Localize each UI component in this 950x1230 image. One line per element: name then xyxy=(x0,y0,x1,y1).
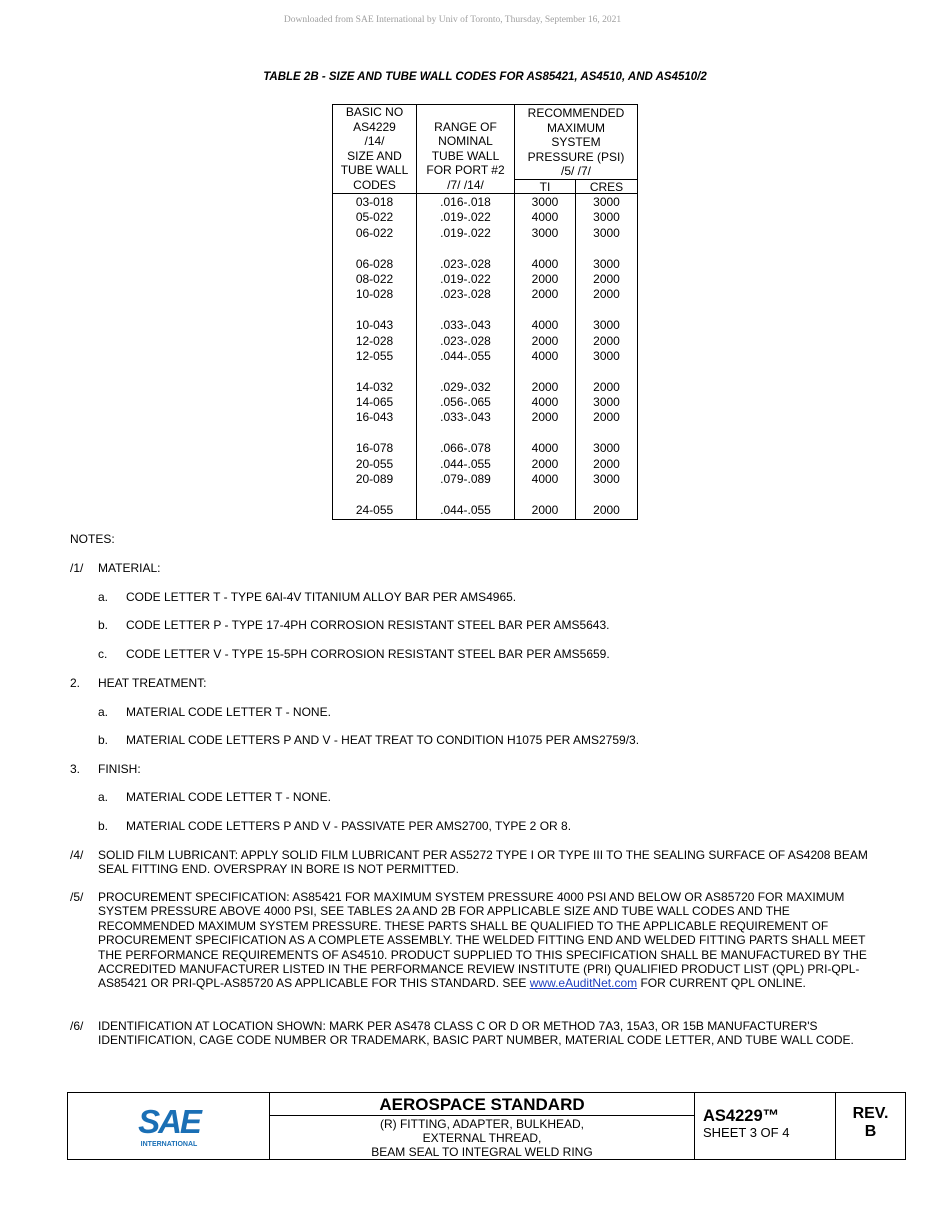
table-cell-range: .019-.022 xyxy=(440,225,491,240)
table-cell-ti: 2000 xyxy=(531,379,559,394)
table-cell-range: .044-.055 xyxy=(440,348,491,363)
table-cell-ti: 4000 xyxy=(531,472,559,487)
table-cell-cres: 3000 xyxy=(593,395,620,410)
table-cell-code: 12-028 xyxy=(355,333,394,348)
table-cell-range: .033-.043 xyxy=(440,410,491,425)
table-cell-code: 06-022 xyxy=(355,225,394,240)
table-cell-cres: 3000 xyxy=(593,348,620,363)
table-cell-cres: 3000 xyxy=(593,472,620,487)
table-cell-ti: 2000 xyxy=(531,502,559,517)
table-cell-range: .056-.065 xyxy=(440,395,491,410)
table-cell-range: .029-.032 xyxy=(440,379,491,394)
revision xyxy=(836,1093,905,1159)
svg-text:SAE: SAE xyxy=(137,1103,200,1140)
svg-text:INTERNATIONAL: INTERNATIONAL xyxy=(140,1141,197,1148)
table-cell-cres: 3000 xyxy=(593,195,620,209)
table-cell-range: .044-.055 xyxy=(440,456,491,471)
table-cell-ti: 4000 xyxy=(531,348,559,363)
table-cell-cres: 2000 xyxy=(593,502,620,517)
table-cell-cres: 3000 xyxy=(593,441,620,456)
table-cell-code: 14-065 xyxy=(355,395,394,410)
table-cell-code: 12-055 xyxy=(355,348,394,363)
table-cell-cres: 3000 xyxy=(593,256,620,271)
table-title: TABLE 2B - SIZE AND TUBE WALL CODES FOR AS85421, AS4510, AND AS4510/2 xyxy=(263,71,707,83)
table-cell-code: 06-028 xyxy=(355,256,394,271)
revision-label: REV. xyxy=(852,1105,889,1122)
table-cell-ti: 4000 xyxy=(531,318,559,333)
table-cell-cres: 2000 xyxy=(593,287,620,302)
table-cell-code: 10-043 xyxy=(355,318,394,333)
header-ti: TI xyxy=(515,180,576,194)
table-cell-code: 24-055 xyxy=(355,502,394,517)
table-cell-cres: 2000 xyxy=(593,456,620,471)
eauditnet-link[interactable]: www.eAuditNet.com xyxy=(529,976,638,991)
table-cell-range: .023-.028 xyxy=(440,333,491,348)
note-number: /1/ xyxy=(70,561,84,575)
table-cell-range: .023-.028 xyxy=(440,256,491,271)
table-cell-ti: 2000 xyxy=(531,271,559,286)
table-cell-cres: 3000 xyxy=(593,318,620,333)
table-cell-cres: 2000 xyxy=(593,379,620,394)
size-tube-wall-table xyxy=(332,104,638,520)
table-cell-code: 08-022 xyxy=(355,271,394,286)
table-cell-ti: 3000 xyxy=(531,225,559,240)
table-cell-ti: 4000 xyxy=(531,256,559,271)
sae-logo xyxy=(68,1093,270,1159)
table-cell-ti: 2000 xyxy=(531,456,559,471)
table-cell-range: .033-.043 xyxy=(440,318,491,333)
table-cell-ti: 4000 xyxy=(531,210,559,225)
column-cres xyxy=(576,194,637,519)
table-cell-range: .023-.028 xyxy=(440,287,491,302)
table-cell-code: 16-078 xyxy=(355,441,394,456)
table-cell-range: .066-.078 xyxy=(440,441,491,456)
sae-logo-icon xyxy=(129,1103,209,1149)
table-cell-code: 16-043 xyxy=(355,410,394,425)
column-range xyxy=(417,194,515,519)
table-cell-ti: 2000 xyxy=(531,333,559,348)
header-pressure-group: RECOMMENDED MAXIMUM SYSTEM PRESSURE (PSI) /5/ /7/ TI CRES xyxy=(515,105,637,193)
header-cres: CRES xyxy=(589,179,624,194)
table-cell-ti: 2000 xyxy=(531,287,559,302)
table-cell-range: .079-.089 xyxy=(440,472,491,487)
table-cell-range: .019-.022 xyxy=(440,271,491,286)
table-cell-code: 03-018 xyxy=(355,195,394,209)
revision-value: B xyxy=(864,1123,877,1140)
table-cell-code: 20-089 xyxy=(355,472,394,487)
standard-heading: AEROSPACE STANDARD xyxy=(270,1093,694,1116)
table-header xyxy=(333,105,637,194)
column-codes xyxy=(333,194,417,519)
note-title: MATERIAL: xyxy=(98,561,161,575)
table-body xyxy=(333,194,637,519)
part-description: (R) FITTING, ADAPTER, BULKHEAD, EXTERNAL THREAD, BEAM SEAL TO INTEGRAL WELD RING xyxy=(371,1117,593,1159)
table-cell-cres: 2000 xyxy=(593,333,620,348)
header-basic-no: BASIC NO AS4229 /14/ SIZE AND TUBE WALL CODES xyxy=(333,105,417,193)
download-banner: Downloaded from SAE International by Univ of Toronto, Thursday, September 16, 2021 xyxy=(283,15,622,25)
table-cell-ti: 4000 xyxy=(531,441,559,456)
table-cell-code: 05-022 xyxy=(355,210,394,225)
table-cell-code: 10-028 xyxy=(355,287,394,302)
table-cell-cres: 2000 xyxy=(593,410,620,425)
column-ti xyxy=(515,194,576,519)
table-cell-ti: 3000 xyxy=(531,195,559,209)
table-cell-range: .019-.022 xyxy=(440,210,491,225)
table-cell-code: 14-032 xyxy=(355,379,394,394)
title-block xyxy=(67,1092,906,1160)
notes-heading: NOTES: xyxy=(70,532,115,546)
document-number: AS4229™ xyxy=(703,1107,780,1125)
document-info xyxy=(695,1093,836,1159)
table-cell-range: .016-.018 xyxy=(440,195,491,209)
table-cell-ti: 4000 xyxy=(531,395,559,410)
table-cell-cres: 2000 xyxy=(593,271,620,286)
sheet-number: SHEET 3 OF 4 xyxy=(703,1125,790,1140)
table-cell-ti: 2000 xyxy=(531,410,559,425)
table-cell-range: .044-.055 xyxy=(440,502,491,517)
table-cell-cres: 3000 xyxy=(593,210,620,225)
table-cell-code: 20-055 xyxy=(355,456,394,471)
table-cell-cres: 3000 xyxy=(593,225,620,240)
header-range: RANGE OF NOMINAL TUBE WALL FOR PORT #2 /7/ /14/ xyxy=(417,105,515,193)
